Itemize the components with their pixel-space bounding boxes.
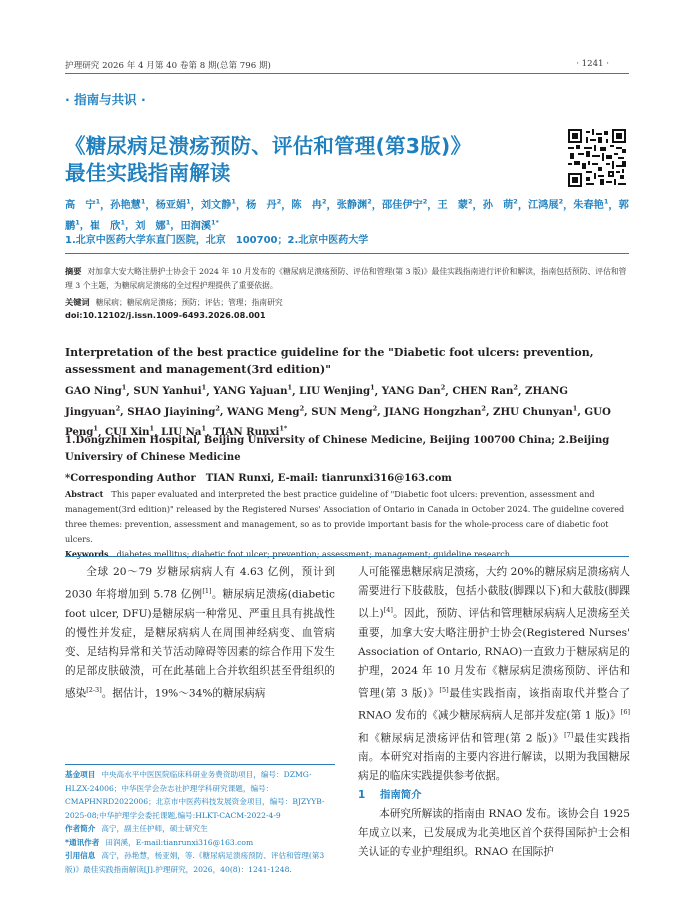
corresponding-note-text: 田润溪，E-mail:tianrunxi316@163.com [105,837,254,847]
author-en-affiliation-ref: 2 [215,404,220,413]
abstract-en-para [65,487,630,547]
author-en [311,406,377,418]
author-list-cn: 高 宁$^1$，孙艳慧$^1$，杨亚娟$^1$，刘文静$^1$，杨 丹$^2$，陈 冉$^2$，张静渊$^2$，邵佳伊宁$^2$，王 蒙$^2$，孙 萌$^2$，江鸿展$^2$，朱春艳$^1$，郭 鹏$^1$，崔 欣$^1$，刘 娜$^1$，田润溪$^{1*}$ [65,198,639,232]
keywords-cn-text: 糖尿病；糖尿病足溃疡；预防；评估；管理；指南研究 [95,298,283,307]
author-cn-name: 田润溪 [180,220,212,232]
body-text: 最佳实践指南。本研究对指南的主要内容进行解读，以期为我国糖尿病足的临床实践提供参考依据。 [358,732,630,783]
author-cn-affiliation-ref: 2 [367,198,372,206]
header-divider [65,73,629,74]
body-column-right [358,563,630,862]
author-cn-name: 杨亚娟 [155,200,187,212]
footnotes [65,768,335,876]
corresponding-author-en: *Corresponding Author TIAN Runxi, E-mail: tianrunxi316@163.com [65,473,452,484]
author-en-affiliation-ref: 1 [370,384,375,392]
author-en [213,385,292,397]
author-en-affiliation-ref: 1 [287,384,293,392]
abstract-cn-label: 摘要 [65,266,82,276]
fund-label: 基金项目 [65,770,96,779]
author-cn-affiliation-ref: 2 [276,198,282,206]
author-cn-name: 刘 娜 [135,220,166,232]
abstract-cn-text: 对加拿大安大略注册护士协会于 2024 年 10 月发布的《糖尿病足溃疡预防、评估和管理(第 3 版)》最佳实践指南进行评价和解读，指南包括预防、评估和管理 3 个主题，为糖尿病足溃疡的全过程护理提供了重要依据。 [65,267,627,290]
author-en-name: SUN Meng [311,405,373,418]
author-cn [437,200,472,211]
body-paragraph [65,563,335,703]
author-en-name: LIU Na [161,426,202,439]
author-cn [246,200,281,211]
author-en-name: TIAN Runxi [213,426,280,439]
section-title: 指南简介 [380,789,422,802]
author-cn-name: 江鸿展 [528,200,559,212]
section-divider [65,253,629,254]
english-title: Interpretation of the best practice guideline for the "Diabetic foot ulcers: prevention, assessment and management(3rd edition)" [65,346,594,376]
author-cn-name: 张静渊 [336,200,368,212]
keywords-cn-para [65,295,630,310]
author-cn [528,200,563,211]
author-cn-affiliation-ref: 1 [140,198,146,206]
author-en [382,385,445,397]
author-en-affiliation-ref: 2 [115,404,121,413]
author-cn-name: 孙艳慧 [110,200,141,212]
author-en-affiliation-ref: 2 [481,404,486,413]
author-cn-affiliation-ref: 1 [186,198,191,206]
body-paragraph [358,563,630,786]
author-cn-affiliation-ref: 1 [95,198,101,206]
author-en-affiliation-ref: 1* [279,424,288,433]
keywords-en-para [65,547,630,562]
author-en-name: CHEN Ran [452,385,514,398]
affiliation-en: 1.Dongzhimen Hospital, Beijing University of Chinese Medicine, Beijing 100700 China; 2.Beijing Universiry of Chinese Medicine [65,435,610,463]
author-en-name: YANG Dan [381,385,441,398]
author-en [493,406,577,418]
author-en-affiliation-ref: 1 [149,424,155,433]
fund-note [65,768,335,822]
abstract-cn-para [65,264,630,293]
body-text: 最佳实践指南，该指南取代并整合了 RNAO 发布的《减少糖尿病病人足部并发症(第 1 版)》 [358,687,631,722]
author-cn-affiliation-ref: 1 [75,218,80,227]
author-en [127,406,220,418]
abstract-en-label: Abstract [65,489,104,499]
author-cn-name: 王 蒙 [437,200,468,212]
qr-code-icon [568,129,626,187]
body-text: 和《糖尿病足溃疡评估和管理(第 2 版)》 [358,732,565,745]
author-cn [156,200,191,211]
keywords-cn-label: 关键词 [65,297,90,307]
citation-ref[interactable]: [4] [383,606,393,614]
running-header: 护理研究 2026 年 4 月第 40 卷第 8 期(总第 796 期) [65,61,271,71]
author-cn-name: 崔 欣 [89,220,121,232]
body-text: 。糖尿病足溃疡(diabetic foot ulcer, DFU)是糖尿病一种常见、严重且具有挑战性的慢性并发症，是糖尿病病人在周围神经病变、血管病变、足结构异常和关节活动障碍等因素的综合作用下发生的足部皮肤破溃，可在此基础上合并软组织甚至骨组织的感染 [65,588,335,700]
author-cn-name: 陈 冉 [291,200,322,212]
affiliation-cn: 1.北京中医药大学东直门医院，北京 100700；2.北京中医药大学 [65,235,369,246]
fund-text: 中央高水平中医医院临床科研业务费资助项目，编号：DZMG-HLZX-24006；中华医学会杂志社护理学科研究课题，编号：CMAPHNRD2022006；北京市中医药科技发展资金项目，编号：BJZYYB-2025-08;中华护理学会委托课题,编号:HLKT-CACM-2022-4-9 [65,770,325,820]
author-en-affiliation-ref: 2 [440,384,446,392]
author-cn [483,200,518,211]
doi-link[interactable]: doi:10.12102/j.issn.1009-6493.2026.08.001 [65,310,266,320]
author-note [65,822,335,836]
citation-ref[interactable]: [2-3] [86,685,102,694]
author-cn-affiliation-ref: 2 [422,198,428,206]
author-en-name: SUN Yanhui [133,385,202,398]
author-cn-name: 杨 丹 [246,200,277,212]
author-en [133,385,206,397]
section-number: 1 [358,789,366,802]
citation-ref[interactable]: [1] [202,587,212,595]
author-cn [201,200,236,211]
author-note-label: 作者简介 [65,824,96,833]
page-number: · 1241 · [576,59,609,69]
body-text: 。因此，预防、评估和管理糖尿病病人足溃疡至关重要，加拿大安大略注册护士协会(Registered Nurses' Association of Ontario, RNAO)一直致力于糖尿病足的护理，2024 年 10 月发布《糖尿病足溃疡预防、评估和管理(第 3 版)》 [358,607,630,700]
body-text: 人可能罹患糖尿病足溃疡，大约 20%的糖尿病足溃疡病人需要进行下肢截肢，包括小截肢(脚踝以下)和大截肢(脚踝以上) [358,566,630,620]
author-cn-affiliation-ref: 2 [558,198,564,206]
citation-note [65,849,335,876]
body-text: 。据估计，19%～34%的糖尿病病 [101,687,266,700]
body-text: 全球 20～79 岁糖尿病病人有 4.63 亿例，预计到 2030 年将增加到 5.78 亿例 [65,566,335,601]
corresponding-note-label: *通讯作者 [65,837,100,847]
author-cn [573,200,608,211]
section-divider [65,556,629,557]
author-en-name: GUO Peng [65,405,611,439]
author-cn-affiliation-ref: 2 [468,198,473,206]
citation-note-text: 高宁，孙艳慧，杨亚娟，等.《糖尿病足溃疡预防、评估和管理(第3版)》最佳实践指南解读[J].护理研究，2026，40(8)：1241-1248. [65,851,325,874]
author-en-affiliation-ref: 1 [201,424,206,433]
abstract-en [65,487,630,562]
author-cn [337,200,372,211]
abstract-en-text: This paper evaluated and interpreted the best practice guideline of "Diabetic foot ulcers: prevention, assessment and management(3rd edition)" released by the Registered Nurses' Association of Ontario in Canada in October 2024. The guideline covered three themes: prevention, assessment and management, so as to provide important basis for the whole-process care of diabetic foot ulcers. [65,489,625,544]
author-cn-affiliation-ref: 1* [211,218,219,227]
citation-ref[interactable]: [6] [620,708,630,717]
author-cn-affiliation-ref: 1 [165,218,171,227]
author-note-text: 高宁，副主任护师，硕士研究生 [101,824,208,833]
author-en-name: JIANG Hongzhan [384,405,482,418]
author-cn-name: 刘文静 [200,200,232,212]
keywords-en-text: diabetes mellitus; diabetic foot ulcer; prevention; assessment; management; guideline research [116,549,511,559]
article-title-line2: 最佳实践指南解读 [65,161,231,185]
author-en-name: YANG Yajuan [213,385,288,398]
abstract-cn [65,264,630,310]
author-cn-name: 朱春艳 [573,200,604,212]
author-cn-affiliation-ref: 1 [120,218,125,227]
author-en-affiliation-ref: 1 [201,384,207,392]
citation-ref[interactable]: [5] [439,685,449,694]
corresponding-note [65,836,335,850]
author-en [452,385,518,397]
author-en-affiliation-ref: 2 [513,384,518,392]
body-paragraph: 本研究所解读的指南由 RNAO 发布。该协会自 1925 年成立以来，已发展成为北美地区首个获得国际护士会相关认证的专业护理组织。RNAO 在国际护 [358,808,630,859]
author-en [227,406,304,418]
author-en-name: CUI Xin [105,426,150,439]
author-en-name: WANG Meng [227,405,300,418]
body-column-left [65,563,335,703]
author-cn-affiliation-ref: 2 [321,198,327,206]
author-cn [65,200,100,211]
citation-note-label: 引用信息 [65,851,96,860]
author-list-en: GAO Ning$^1$, SUN Yanhui$^1$, YANG Yajuan$^1$, LIU Wenjing$^1$, YANG Dan$^2$, CHEN Ran$^2$, ZHANG Jingyuan$^2$, SHAO Jiayining$^2$, WANG Meng$^2$, SUN Meng$^2$, JIANG Hongzhan$^2$, ZHU Chunyan$^1$, GUO Peng$^1$, CUI Xin$^1$, LIU Na$^1$, TIAN Runxi$^{1*}$ [65,384,611,439]
author-cn [291,200,326,211]
author-cn-name: 郭 鹏 [65,200,639,232]
author-en [384,406,486,418]
author-en-name: LIU Wenjing [299,385,371,398]
author-cn [110,200,145,211]
author-en [65,385,126,397]
article-title-line1: 《糖尿病足溃疡预防、评估和管理(第3版)》 [65,134,472,158]
author-cn-name: 邵佳伊宁 [381,200,423,212]
author-cn-affiliation-ref: 1 [603,198,609,206]
author-en-affiliation-ref: 1 [121,384,127,392]
author-cn-name: 孙 萌 [482,200,514,212]
section-heading [358,786,630,805]
author-en-affiliation-ref: 1 [572,404,578,413]
footnote-divider [65,764,335,765]
author-en-name: SHAO Jiayining [127,405,216,418]
author-en-affiliation-ref: 2 [299,404,305,413]
author-en-affiliation-ref: 2 [372,404,378,413]
author-en-affiliation-ref: 1 [93,424,98,433]
author-cn [382,200,427,211]
column-tag: · 指南与共识 · [65,92,146,107]
author-en-name: GAO Ning [65,385,122,398]
citation-ref[interactable]: [7] [564,730,574,739]
author-cn-affiliation-ref: 1 [231,198,236,206]
author-en [299,385,374,397]
keywords-en-label: Keywords [65,549,109,559]
author-cn-name: 高 宁 [65,200,96,212]
author-en-name: ZHANG Jingyuan [65,385,568,418]
author-en-name: ZHU Chunyan [493,405,573,418]
author-cn-affiliation-ref: 2 [513,198,518,206]
